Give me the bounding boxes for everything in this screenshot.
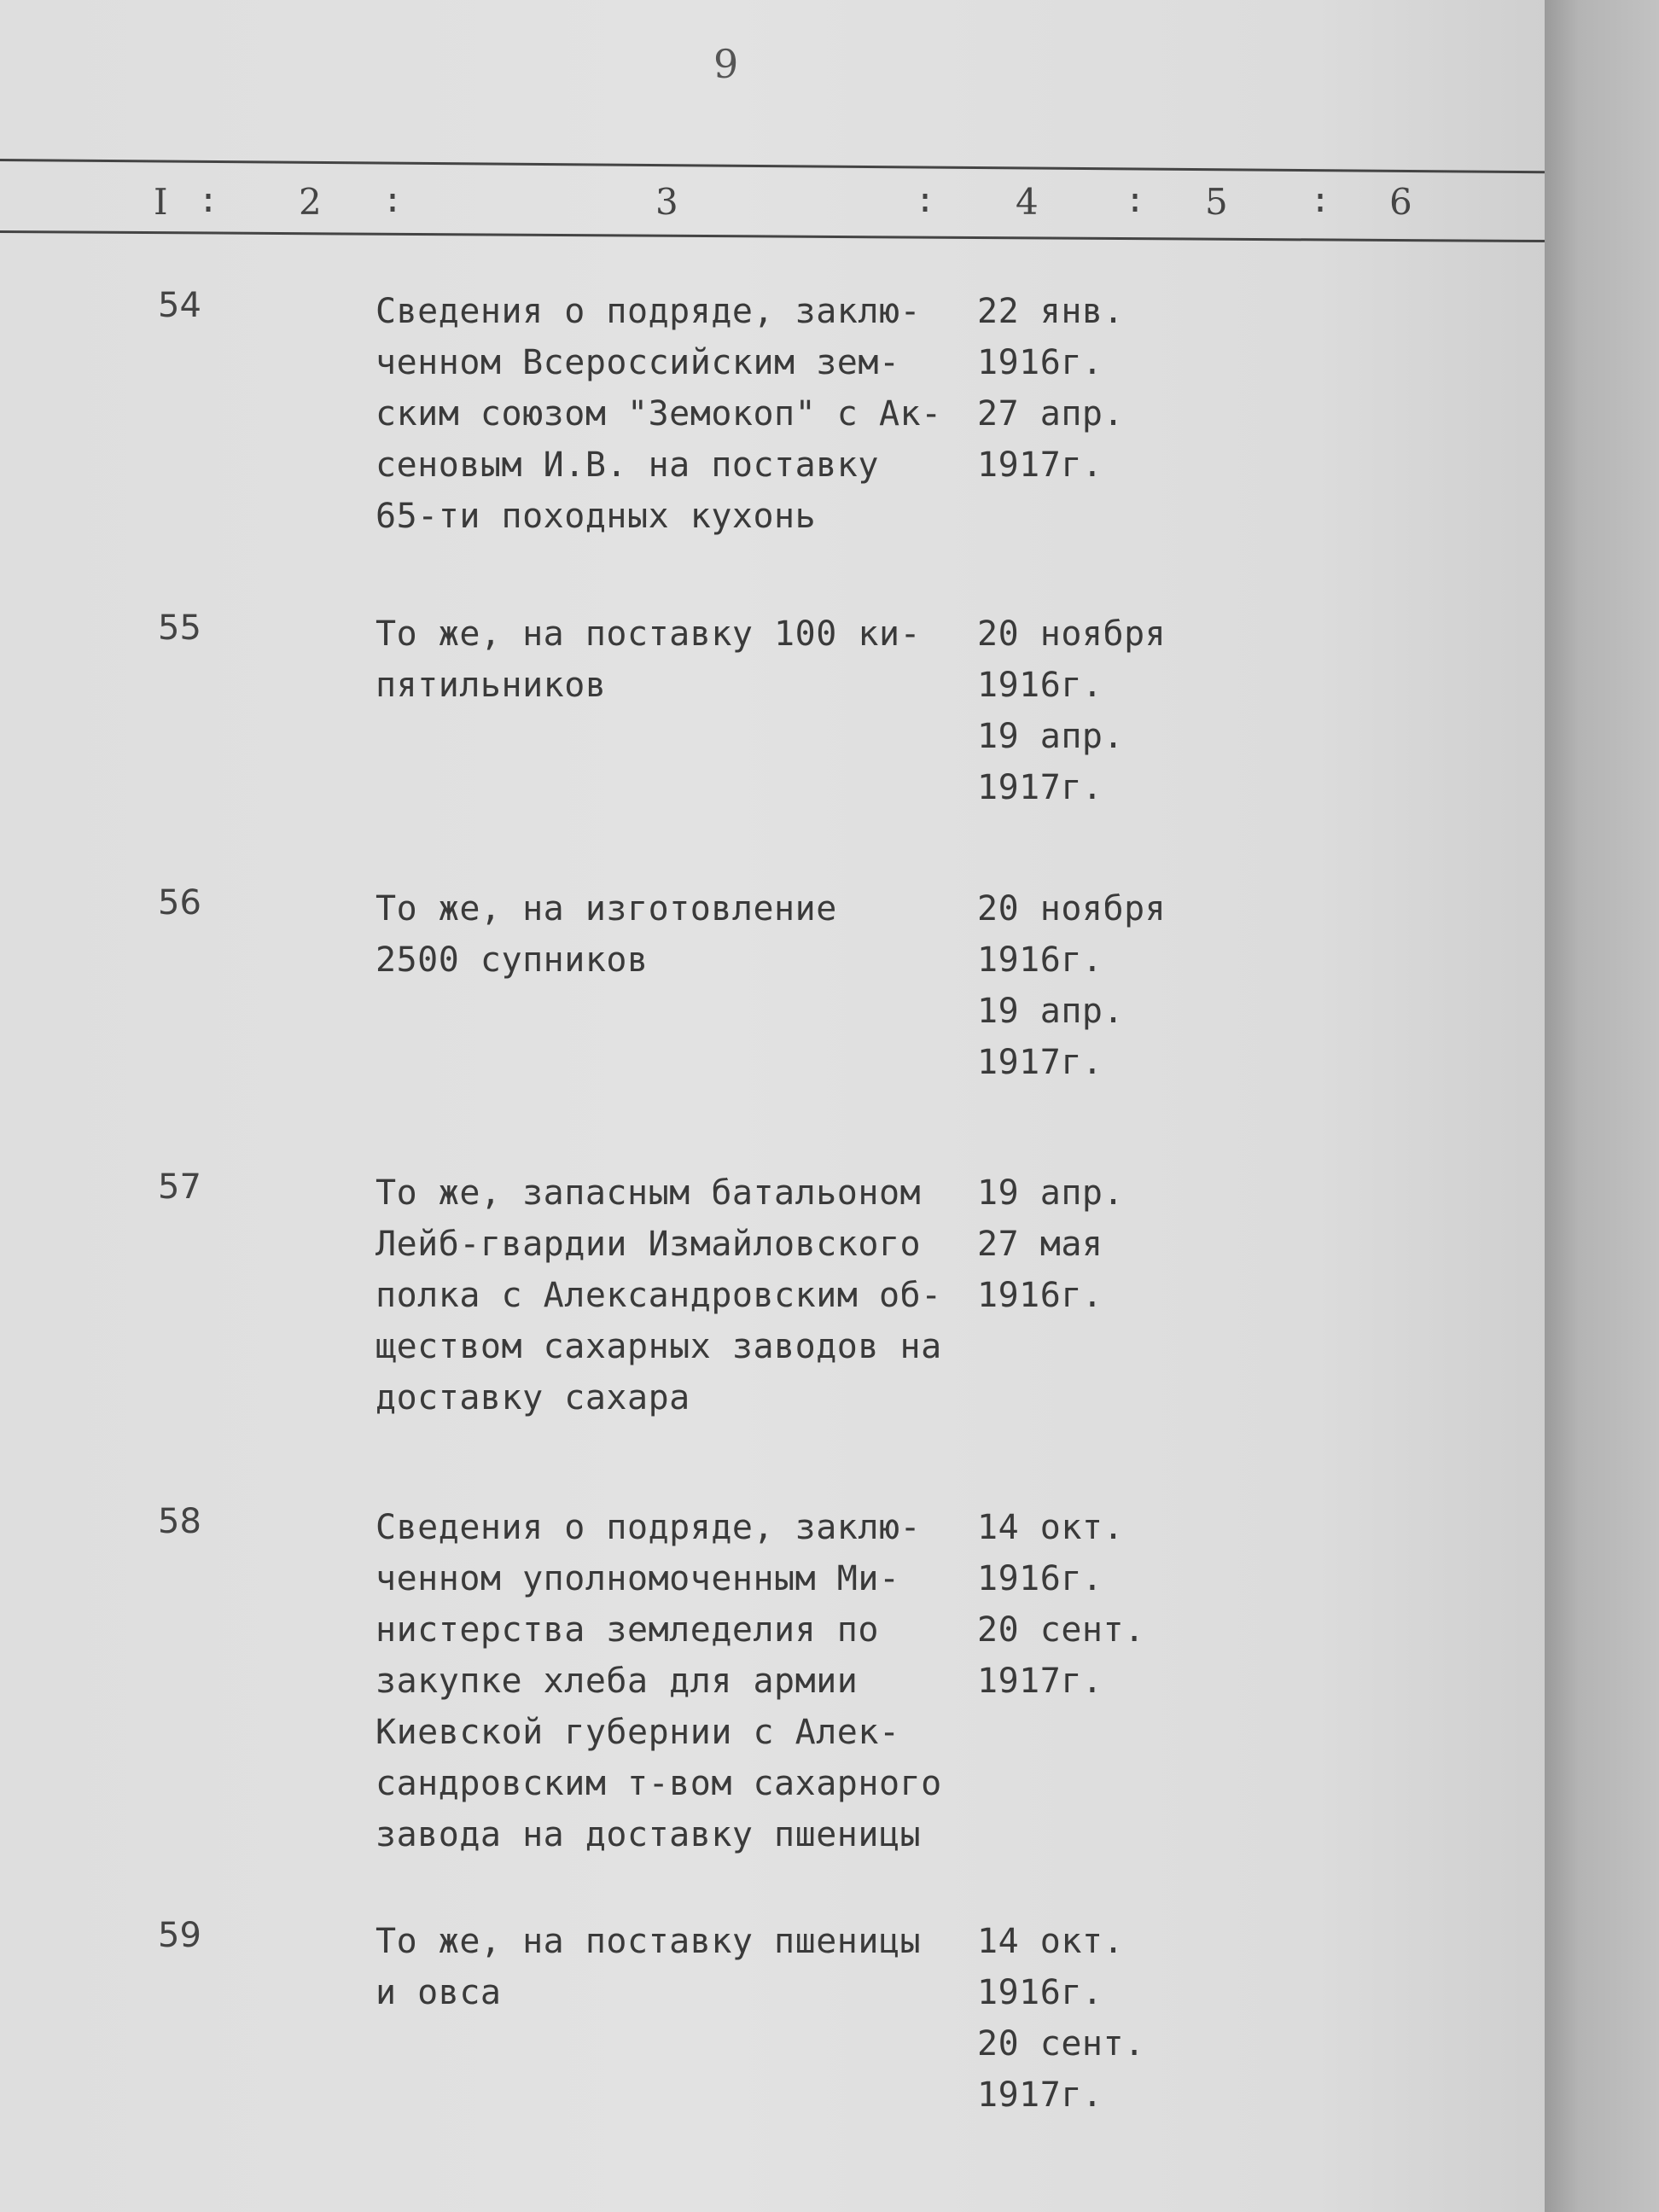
- date-line: 20 сент.: [977, 2024, 1145, 2064]
- date-line: 20 ноября: [977, 889, 1167, 928]
- description-line: ченном Всероссийским зем-: [375, 343, 900, 382]
- date-line: 20 ноября: [977, 614, 1167, 654]
- date-line: 22 янв.: [977, 292, 1125, 331]
- description-line: ским союзом "Земокоп" с Ак-: [375, 394, 942, 434]
- date-line: 1916г.: [977, 666, 1103, 705]
- column-separator: :: [198, 181, 219, 220]
- date-line: 27 мая: [977, 1225, 1103, 1264]
- row-description: [375, 608, 973, 711]
- date-line: 19 апр.: [977, 1173, 1125, 1213]
- column-header-2: 2: [299, 181, 322, 223]
- date-line: 19 апр.: [977, 992, 1125, 1031]
- description-line: полка с Александровским об-: [375, 1276, 942, 1315]
- date-line: 1917г.: [977, 768, 1103, 807]
- date-line: 1917г.: [977, 1043, 1103, 1082]
- row-description: [375, 1916, 973, 2018]
- date-line: 1917г.: [977, 445, 1103, 485]
- row-dates: [977, 883, 1182, 1088]
- row-number: 57: [158, 1167, 201, 1207]
- description-line: То же, на поставку 100 ки-: [375, 614, 922, 654]
- description-line: нистерства земледелия по: [375, 1610, 879, 1650]
- date-line: 1916г.: [977, 1276, 1103, 1315]
- row-description: [375, 286, 973, 542]
- date-line: 14 окт.: [977, 1508, 1125, 1547]
- page-number: 9: [713, 41, 739, 87]
- description-line: 65-ти походных кухонь: [375, 497, 817, 536]
- row-number: 58: [158, 1502, 201, 1541]
- date-line: 1916г.: [977, 1973, 1103, 2012]
- date-line: 1916г.: [977, 1559, 1103, 1598]
- row-dates: [977, 1167, 1182, 1321]
- row-number: 59: [158, 1916, 201, 1955]
- description-line: Киевской губернии с Алек-: [375, 1713, 900, 1752]
- column-separator: :: [915, 181, 936, 220]
- date-line: 27 апр.: [977, 394, 1125, 434]
- column-header-1: I: [154, 181, 168, 223]
- description-line: сеновым И.В. на поставку: [375, 445, 879, 485]
- description-line: завода на доставку пшеницы: [375, 1815, 922, 1854]
- page-edge-shadow: [1545, 0, 1659, 2212]
- row-description: [375, 1167, 973, 1423]
- description-line: То же, на поставку пшеницы: [375, 1922, 922, 1961]
- description-line: Сведения о подряде, заклю-: [375, 292, 922, 331]
- column-header-4: 4: [1016, 181, 1039, 223]
- row-number: 55: [158, 608, 201, 648]
- description-line: и овса: [375, 1973, 502, 2012]
- date-line: 1916г.: [977, 343, 1103, 382]
- date-line: 14 окт.: [977, 1922, 1125, 1961]
- row-dates: [977, 286, 1182, 491]
- description-line: Сведения о подряде, заклю-: [375, 1508, 922, 1547]
- description-line: ченном уполномоченным Ми-: [375, 1559, 900, 1598]
- description-line: пятильников: [375, 666, 607, 705]
- row-dates: [977, 1502, 1182, 1707]
- header-bottom-rule: [0, 230, 1545, 242]
- description-line: ществом сахарных заводов на: [375, 1327, 942, 1366]
- row-dates: [977, 608, 1182, 813]
- header-top-rule: [0, 159, 1545, 173]
- description-line: То же, запасным батальоном: [375, 1173, 922, 1213]
- row-description: [375, 1502, 973, 1860]
- row-number: 54: [158, 286, 201, 325]
- column-separator: :: [1125, 181, 1146, 220]
- date-line: 1917г.: [977, 2075, 1103, 2115]
- description-line: Лейб-гвардии Измайловского: [375, 1225, 922, 1264]
- row-dates: [977, 1916, 1182, 2121]
- column-header-5: 5: [1205, 181, 1228, 223]
- date-line: 1916г.: [977, 940, 1103, 980]
- date-line: 20 сент.: [977, 1610, 1145, 1650]
- date-line: 19 апр.: [977, 717, 1125, 756]
- row-description: [375, 883, 973, 986]
- column-separator: :: [382, 181, 404, 220]
- description-line: доставку сахара: [375, 1378, 690, 1417]
- column-header-3: 3: [655, 181, 678, 223]
- row-number: 56: [158, 883, 201, 923]
- description-line: закупке хлеба для армии: [375, 1662, 859, 1701]
- date-line: 1917г.: [977, 1662, 1103, 1701]
- column-separator: :: [1310, 181, 1331, 220]
- description-line: 2500 супников: [375, 940, 649, 980]
- description-line: сандровским т-вом сахарного: [375, 1764, 942, 1803]
- description-line: То же, на изготовление: [375, 889, 837, 928]
- column-header-6: 6: [1389, 181, 1412, 223]
